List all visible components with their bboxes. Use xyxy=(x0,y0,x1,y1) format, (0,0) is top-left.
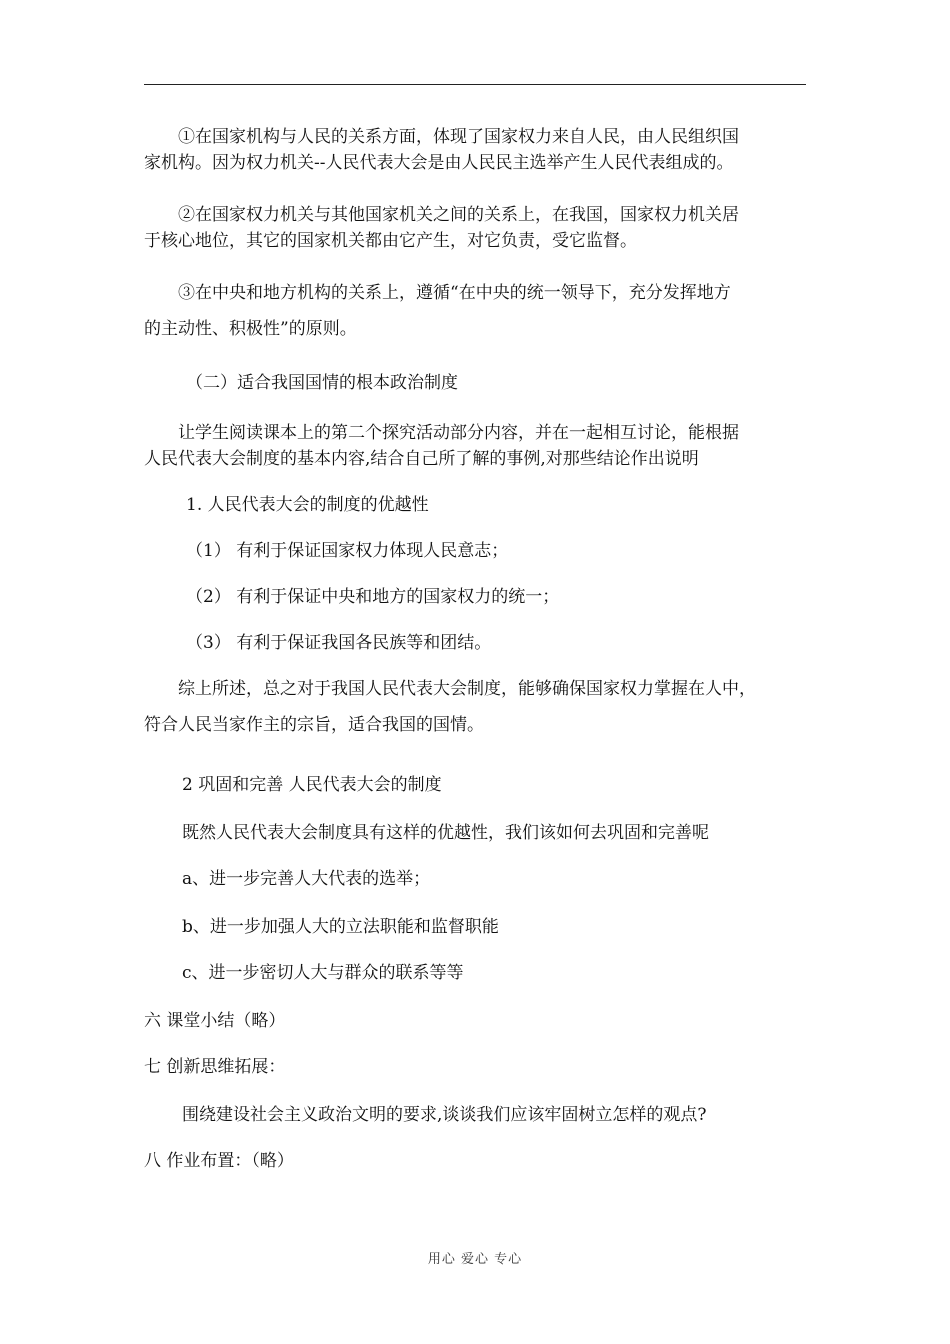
paragraph-6: 既然人民代表大会制度具有这样的优越性，我们该如何去巩固和完善呢 xyxy=(182,823,709,843)
paragraph-5-line-1: 综上所述，总之对于我国人民代表大会制度，能够确保国家权力掌握在人中， xyxy=(178,679,756,699)
section-heading-2: （二）适合我国国情的根本政治制度 xyxy=(186,373,458,393)
measure-a: a、进一步完善人大代表的选举； xyxy=(182,869,431,889)
measure-c: c、进一步密切人大与群众的联系等等 xyxy=(182,963,464,983)
subheading-advantages: 1. 人民代表大会的制度的优越性 xyxy=(186,495,429,515)
measure-b: b、进一步加强人大的立法职能和监督职能 xyxy=(182,917,499,937)
paragraph-4-line-1: 让学生阅读课本上的第二个探究活动部分内容，并在一起相互讨论，能根据 xyxy=(178,423,739,443)
paragraph-7: 围绕建设社会主义政治文明的要求,谈谈我们应该牢固树立怎样的观点? xyxy=(182,1105,707,1125)
paragraph-5-line-2: 符合人民当家作主的宗旨，适合我国的国情。 xyxy=(144,715,484,735)
list-item-2: （2） 有利于保证中央和地方的国家权力的统一； xyxy=(186,587,560,607)
list-item-3: （3） 有利于保证我国各民族等和团结。 xyxy=(186,633,492,653)
paragraph-3-line-2: 的主动性、积极性”的原则。 xyxy=(144,319,357,339)
paragraph-1-line-1: ①在国家机构与人民的关系方面，体现了国家权力来自人民，由人民组织国 xyxy=(178,127,739,147)
list-item-1: （1） 有利于保证国家权力体现人民意志； xyxy=(186,541,509,561)
section-eight: 八 作业布置：（略） xyxy=(144,1151,294,1171)
section-seven: 七 创新思维拓展： xyxy=(144,1057,286,1077)
paragraph-1-line-2: 家机构。因为权力机关--人民代表大会是由人民民主选举产生人民代表组成的。 xyxy=(144,153,734,173)
header-rule xyxy=(144,84,806,85)
paragraph-2-line-1: ②在国家权力机关与其他国家机关之间的关系上，在我国，国家权力机关居 xyxy=(178,205,739,225)
page-footer: 用心 爱心 专心 xyxy=(427,1252,523,1267)
subheading-consolidate: 2 巩固和完善 人民代表大会的制度 xyxy=(182,775,442,795)
section-six: 六 课堂小结（略） xyxy=(144,1011,286,1031)
paragraph-4-line-2: 人民代表大会制度的基本内容,结合自己所了解的事例,对那些结论作出说明 xyxy=(144,449,699,469)
paragraph-3-line-1: ③在中央和地方机构的关系上，遵循“在中央的统一领导下，充分发挥地方 xyxy=(178,283,731,303)
paragraph-2-line-2: 于核心地位，其它的国家机关都由它产生，对它负责，受它监督。 xyxy=(144,231,637,251)
